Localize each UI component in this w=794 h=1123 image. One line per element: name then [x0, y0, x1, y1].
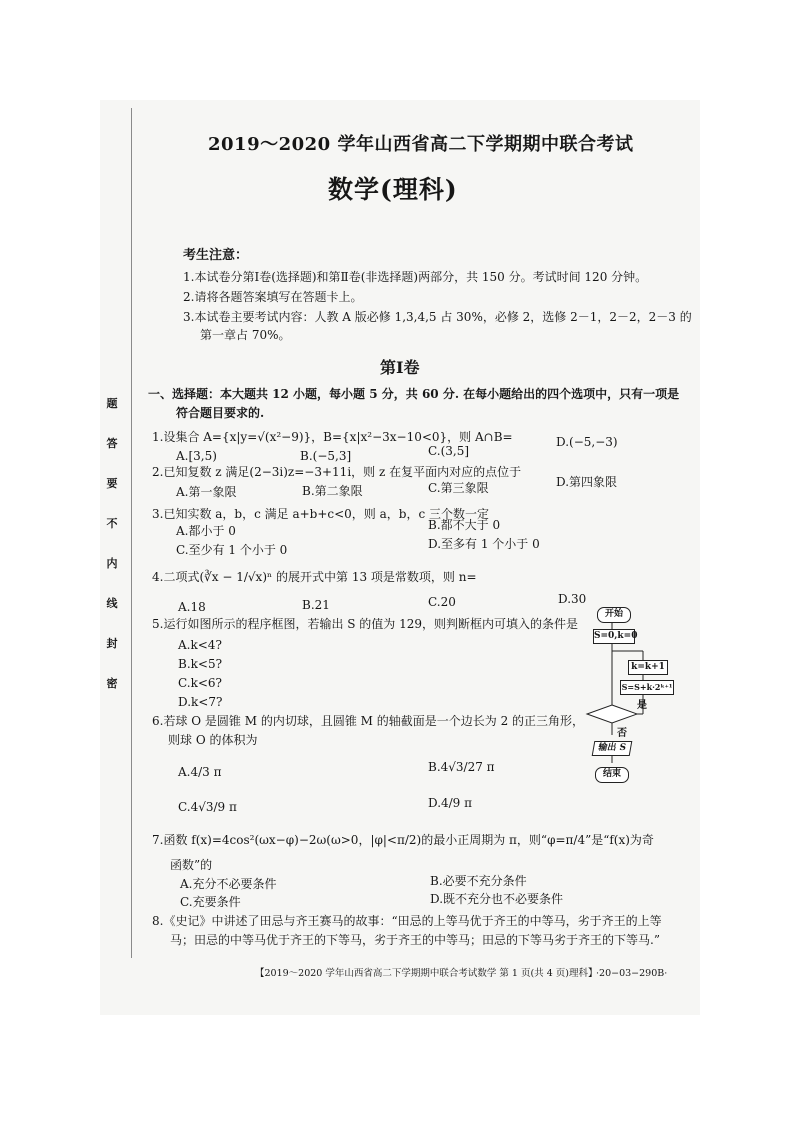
question-stem: 3.已知实数 a，b，c 满足 a+b+c<0，则 a，b，c 三个数一定 — [152, 507, 489, 521]
option: B.k<5? — [178, 657, 223, 671]
option: D.既不充分也不必要条件 — [430, 892, 564, 906]
notice-heading: 考生注意： — [183, 248, 249, 263]
notice-item: 第一章占 70%。 — [200, 328, 291, 342]
option: D.(−5,−3) — [556, 435, 618, 449]
notice-item: 2.请将各题答案填写在答题卡上。 — [183, 290, 363, 304]
notice-item: 3.本试卷主要考试内容：人教 A 版必修 1,3,4,5 占 30%，必修 2，选修 2－1，2－2，2－3 的 — [183, 310, 692, 324]
binding-line — [131, 108, 132, 958]
option: B.4√3/27 π — [428, 760, 495, 774]
question-stem-cont: 则球 O 的体积为 — [168, 733, 258, 747]
flowchart-yes-label: 是 — [637, 700, 647, 711]
binding-char: 线 — [106, 597, 118, 610]
option: C.(3,5] — [428, 444, 470, 458]
question-stem: 8.《史记》中讲述了田忌与齐王赛马的故事：“田忌的上等马优于齐王的中等马，劣于齐王的上等 — [152, 914, 662, 928]
question-stem: 6.若球 O 是圆锥 M 的内切球，且圆锥 M 的轴截面是一个边长为 2 的正三角形， — [152, 714, 585, 728]
option: A.第一象限 — [176, 485, 237, 499]
flowchart-output: 输出 S — [592, 741, 633, 756]
notice-item: 1.本试卷分第Ⅰ卷(选择题)和第Ⅱ卷(非选择题)两部分，共 150 分。考试时间 120 分钟。 — [183, 270, 648, 284]
flowchart-step-s: S=S+k·2ᵏ⁺¹ — [620, 680, 674, 695]
binding-char: 要 — [106, 477, 118, 490]
exam-title: 2019～2020 学年山西省高二下学期期中联合考试 — [208, 134, 634, 155]
part-intro: 符合题目要求的. — [176, 406, 265, 420]
flowchart-end: 结束 — [595, 767, 629, 783]
question-stem-cont: 马；田忌的中等马优于齐王的下等马，劣于齐王的中等马；田忌的下等马劣于齐王的下等马.” — [170, 933, 660, 947]
flowchart-step-k: k=k+1 — [628, 660, 668, 675]
flowchart-init: S=0,k=0 — [593, 629, 635, 644]
option: C.20 — [428, 595, 456, 609]
option: C.4√3/9 π — [178, 800, 237, 814]
option: C.第三象限 — [428, 481, 489, 495]
option: A.[3,5) — [176, 449, 217, 463]
question-stem: 4.二项式(∛x − 1/√x)ⁿ 的展开式中第 13 项是常数项，则 n= — [152, 570, 477, 584]
option: D.4/9 π — [428, 796, 473, 810]
option: D.第四象限 — [556, 475, 618, 489]
option: B.都不大于 0 — [428, 518, 501, 532]
option: B.必要不充分条件 — [430, 874, 527, 888]
binding-char: 题 — [106, 397, 118, 410]
option: B.21 — [302, 598, 330, 612]
binding-char: 封 — [106, 637, 118, 650]
option: A.4/3 π — [178, 765, 222, 779]
flowchart-start: 开始 — [597, 607, 631, 623]
option: C.k<6? — [178, 676, 222, 690]
binding-char: 内 — [106, 557, 118, 570]
flowchart-no-label: 否 — [617, 728, 627, 739]
option: B.第二象限 — [302, 484, 363, 498]
binding-char: 答 — [106, 437, 118, 450]
question-stem: 1.设集合 A={x|y=√(x²−9)}，B={x|x²−3x−10<0}，则 A∩B= — [152, 430, 513, 444]
binding-char: 密 — [106, 677, 118, 690]
question-stem-cont: 函数”的 — [170, 858, 213, 872]
section-title: 第Ⅰ卷 — [380, 358, 420, 377]
option: A.充分不必要条件 — [180, 877, 277, 891]
option: D.至多有 1 个小于 0 — [428, 537, 540, 551]
option: A.都小于 0 — [176, 524, 236, 538]
option: A.18 — [178, 600, 206, 614]
question-stem: 5.运行如图所示的程序框图，若输出 S 的值为 129，则判断框内可填入的条件是 — [152, 617, 579, 631]
question-stem: 7.函数 f(x)=4cos²(ωx−φ)−2ω(ω>0，|φ|<π/2)的最小正周期为 π，则“φ=π/4”是“f(x)为奇 — [152, 833, 654, 847]
option: D.30 — [558, 592, 587, 606]
question-stem: 2.已知复数 z 满足(2−3i)z=−3+11i，则 z 在复平面内对应的点位于 — [152, 465, 522, 479]
binding-char: 不 — [106, 517, 118, 530]
part-intro: 一、选择题：本大题共 12 小题，每小题 5 分，共 60 分. 在每小题给出的四个选项中，只有一项是 — [148, 387, 680, 401]
option: D.k<7? — [178, 695, 223, 709]
page-footer: 【2019～2020 学年山西省高二下学期期中联合考试数学 第 1 页(共 4 页)理科】 — [255, 968, 598, 979]
option: C.充要条件 — [180, 895, 241, 909]
option: A.k<4? — [178, 638, 222, 652]
subject-title: 数学(理科) — [328, 175, 458, 204]
binding-strip — [104, 398, 120, 718]
option: C.至少有 1 个小于 0 — [176, 543, 288, 557]
option: B.(−5,3] — [300, 449, 352, 463]
paper-code: ·20−03−290B· — [596, 968, 668, 979]
